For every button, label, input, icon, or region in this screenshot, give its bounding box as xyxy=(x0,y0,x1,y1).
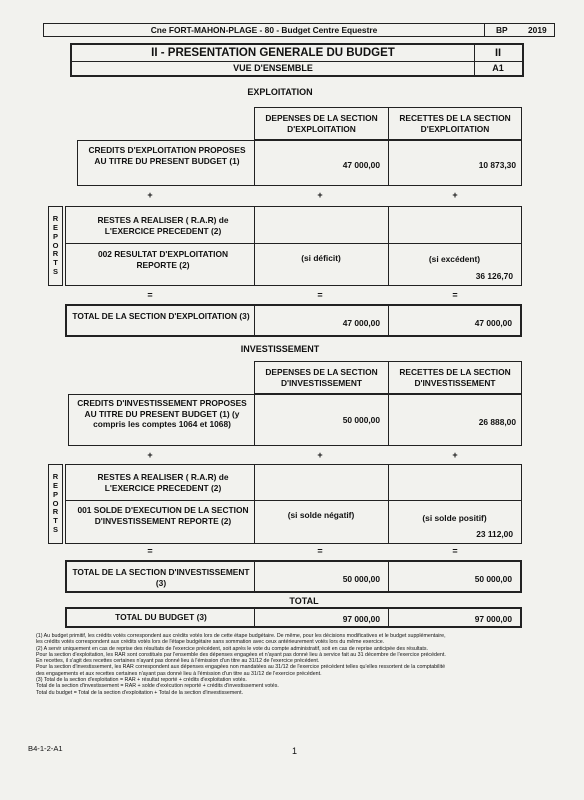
budget-total-rec: 97 000,00 xyxy=(474,614,512,624)
reports-letter: O xyxy=(52,240,59,250)
inv-reports-div1 xyxy=(254,464,255,544)
section-number: II xyxy=(494,47,502,59)
exp-rar-label: RESTES A REALISER ( R.A.R) de L'EXERCICE PRECEDENT (2) xyxy=(97,215,229,236)
exp-credits-dep: 47 000,00 xyxy=(342,160,380,170)
budget-total-dep: 97 000,00 xyxy=(342,614,380,624)
exp-result-rec-note: (si excédent) xyxy=(428,254,481,264)
investissement-heading: INVESTISSEMENT xyxy=(240,344,320,354)
inv-reports-vertical xyxy=(48,464,63,544)
inv-col-rec-label: RECETTES DE LA SECTION D'INVESTISSEMENT xyxy=(399,367,511,388)
exp-credits-rec: 10 873,30 xyxy=(478,160,516,170)
exp-total-row xyxy=(65,304,522,337)
footer-ref: B4-1-2-A1 xyxy=(28,744,63,753)
plus-sign: + xyxy=(452,190,458,200)
inv-solde-rec: 23 112,00 xyxy=(476,529,513,539)
section-title: II - PRESENTATION GENERALE DU BUDGET xyxy=(151,47,395,59)
footnote-line: En recettes, il s'agit des recettes certaines n'ayant pas donné lieu à l'émission d'un titre au 31/12 de l'exercice précédent. xyxy=(36,658,320,665)
footnote-line: les crédits votés correspondent aux crédits votés lors de l'étape budgétaire sans sommation avec ceux antérieurement votés lors du même exercice. xyxy=(36,639,385,646)
inv-solde-label: 001 SOLDE D'EXECUTION DE LA SECTION D'INVESTISSEMENT REPORTE (2) xyxy=(77,505,249,526)
reports-letter: P xyxy=(52,489,58,499)
footnote-line: Total de la section d'investissement = RAR + solde d'exécution reporté + crédits d'investissement votés. xyxy=(36,683,279,690)
reports-letter: S xyxy=(52,524,58,534)
exp-result-label: 002 RESULTAT D'EXPLOITATION REPORTE (2) xyxy=(97,249,229,270)
exploitation-heading: EXPLOITATION xyxy=(247,87,313,97)
exp-reports-vertical xyxy=(48,206,63,286)
inv-credits-label: CREDITS D'INVESTISSEMENT PROPOSES AU TITRE DU PRESENT BUDGET (1) (y compris les comptes 1064 et 1068) xyxy=(77,398,247,429)
reports-letter: S xyxy=(52,266,58,276)
footnote-line: (1) Au budget primitif, les crédits votés correspondent aux crédits votés lors de cette étape budgétaire. De même, pour les décisions modificatives et le budget supplémentaire, xyxy=(36,633,446,639)
reports-letter: R xyxy=(52,472,59,482)
inv-col-dep-header xyxy=(254,361,389,394)
plus-sign: + xyxy=(147,450,153,460)
inv-total-rec: 50 000,00 xyxy=(474,574,512,584)
inv-credits-rec: 26 888,00 xyxy=(478,417,516,427)
equals-sign: = xyxy=(147,546,153,556)
header-divider xyxy=(484,23,485,37)
reports-letter: O xyxy=(52,498,59,508)
header-year: 2019 xyxy=(528,25,547,35)
footnote-line: (3) Total de la section d'exploitation = RAR + résultat reporté + crédits d'exploitation votés. xyxy=(36,677,247,684)
reports-letter: E xyxy=(52,223,58,232)
exp-credits-label: CREDITS D'EXPLOITATION PROPOSES AU TITRE DU PRESENT BUDGET (1) xyxy=(88,145,246,166)
exp-total-label: TOTAL DE LA SECTION D'EXPLOITATION (3) xyxy=(72,311,250,321)
inv-reports-table xyxy=(65,464,522,544)
header-commune: Cne FORT-MAHON-PLAGE - 80 - Budget Centre Equestre xyxy=(150,25,378,35)
reports-letter: R xyxy=(52,507,59,517)
reports-letter: P xyxy=(52,231,58,241)
exp-total-dep: 47 000,00 xyxy=(342,318,380,328)
inv-col-rec-header xyxy=(388,361,522,394)
exp-col-rec-header xyxy=(388,107,522,140)
exp-total-rec: 47 000,00 xyxy=(474,318,512,328)
exp-reports-table xyxy=(65,206,522,286)
inv-solde-rec-note: (si solde positif) xyxy=(422,513,487,523)
section-sub-number: A1 xyxy=(492,63,504,73)
inv-col-dep-label: DEPENSES DE LA SECTION D'INVESTISSEMENT xyxy=(265,367,378,388)
footnote-line: des engagements et aux recettes certaines n'ayant pas donné lieu à l'émission d'un titre au 31/12 de l'exercice précédent. xyxy=(36,670,322,677)
footnote-line: Pour la section d'exploitation, les RAR sont constitués par l'ensemble des dépenses engagées et n'ayant pas donné lieu à service fait au 31 décembre de l'exercice précédent. xyxy=(36,651,446,658)
inv-solde-dep-note: (si solde négatif) xyxy=(287,510,355,520)
inv-credits-row xyxy=(68,394,522,446)
inv-rar-label: RESTES A REALISER ( R.A.R) de L'EXERCICE PRECEDENT (2) xyxy=(97,472,229,493)
reports-letter: T xyxy=(53,258,58,268)
equals-sign: = xyxy=(452,290,458,300)
section-subtitle: VUE D'ENSEMBLE xyxy=(233,63,313,73)
budget-total-label: TOTAL DU BUDGET (3) xyxy=(115,612,207,622)
reports-letter: T xyxy=(53,516,58,526)
reports-letter: E xyxy=(52,481,58,490)
inv-total-label: TOTAL DE LA SECTION D'INVESTISSEMENT (3) xyxy=(72,567,250,588)
title-divider xyxy=(72,61,522,62)
inv-reports-hdiv xyxy=(66,500,521,501)
budget-total-row xyxy=(65,607,522,628)
equals-sign: = xyxy=(147,290,153,300)
exp-credits-row xyxy=(77,140,522,186)
exp-col-dep-label: DEPENSES DE LA SECTION D'EXPLOITATION xyxy=(265,113,378,134)
section-title-box xyxy=(70,43,524,77)
plus-sign: + xyxy=(317,190,323,200)
reports-letter: R xyxy=(52,249,59,259)
plus-sign: + xyxy=(147,190,153,200)
exp-reports-div1 xyxy=(254,206,255,286)
plus-sign: + xyxy=(317,450,323,460)
total-heading: TOTAL xyxy=(289,596,319,606)
footnotes xyxy=(36,633,548,696)
exp-reports-hdiv xyxy=(66,243,521,244)
exp-col-rec-label: RECETTES DE LA SECTION D'EXPLOITATION xyxy=(399,113,511,134)
footnote-line: Total du budget = Total de la section d'exploitation + Total de la section d'investissement. xyxy=(36,689,244,696)
header-bar xyxy=(43,23,555,37)
equals-sign: = xyxy=(317,290,323,300)
footnote-line: Pour la section d'investissement, les RAR correspondent aux dépenses engagées non mandatées au 31/12 de l'exercice précédent telles qu'elles ressortent de la comptabilité xyxy=(36,664,446,671)
inv-total-dep: 50 000,00 xyxy=(342,574,380,584)
reports-letter: R xyxy=(52,214,59,224)
plus-sign: + xyxy=(452,450,458,460)
exp-col-dep-header xyxy=(254,107,389,140)
header-code: BP xyxy=(496,25,508,35)
equals-sign: = xyxy=(317,546,323,556)
inv-credits-dep: 50 000,00 xyxy=(342,415,380,425)
inv-total-row xyxy=(65,560,522,593)
footnote-line: (2) A servir uniquement en cas de reprise des résultats de l'exercice précédent, soit après le vote du compte administratif, soit en cas de reprise anticipée des résultats. xyxy=(36,645,429,652)
exp-result-rec: 36 126,70 xyxy=(475,271,513,281)
page-number: 1 xyxy=(292,746,298,756)
equals-sign: = xyxy=(452,546,458,556)
exp-result-dep-note: (si déficit) xyxy=(301,253,341,263)
